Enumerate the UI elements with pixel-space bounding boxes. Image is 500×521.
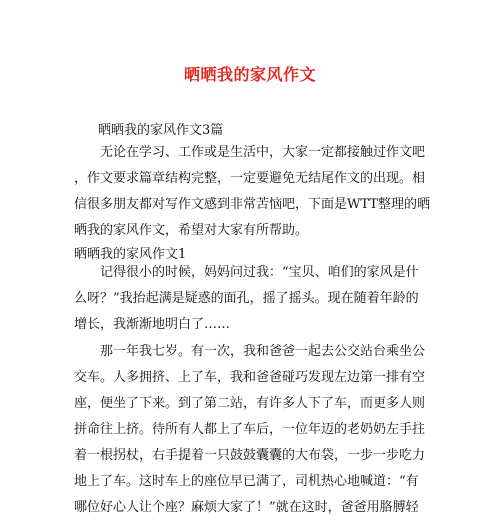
paragraph-line: 地上了车。这时车上的座位早已满了，司机热心地喊道：“有	[74, 474, 419, 489]
intro-line: 无论在学习、工作或是生活中，大家一定都接触过作文吧	[100, 145, 426, 160]
intro-line: 信很多朋友都对写作文感到非常苦恼吧，下面是WTT整理的晒	[74, 197, 430, 212]
paragraph-line: 交车。人多拥挤、上了车，我和爸爸碰巧发现左边第一排有空	[74, 370, 426, 385]
paragraph-1	[74, 260, 434, 338]
paragraph-line: 增长，我渐渐地明白了……	[74, 317, 231, 332]
document-subtitle: 晒晒我的家风作文3篇	[98, 123, 224, 138]
paragraph-line: 那一年我七岁。有一次，我和爸爸一起去公交站台乘坐公	[100, 344, 426, 359]
paragraph-line: 座，便坐了下来。到了第二站，有许多人下了车，而更多人则	[74, 396, 426, 411]
intro-line: 晒我的家风作文，希望对大家有所帮助。	[74, 223, 309, 238]
intro-paragraph	[74, 140, 434, 244]
paragraph-line: 拼命往上挤。待所有人都上了车后，一位年迈的老奶奶左手拄	[74, 422, 426, 437]
paragraph-line: 么呀？”我抬起满是疑惑的面孔，摇了摇头。现在随着年龄的	[74, 291, 419, 306]
paragraph-2	[74, 339, 434, 521]
paragraph-line: 着一根拐杖，右手提着一只鼓鼓囊囊的大布袋，一步一步吃力	[74, 448, 426, 463]
intro-line: ，作文要求篇章结构完整，一定要避免无结尾作文的出现。相	[74, 171, 426, 186]
paragraph-line: 记得很小的时候，妈妈问过我：“宝贝、咱们的家风是什	[100, 265, 419, 280]
document-title: 晒晒我的家风作文	[183, 65, 316, 84]
section-heading: 晒晒我的家风作文1	[74, 247, 187, 262]
paragraph-line: 哪位好心人让个座？麻烦大家了！”就在这时，爸爸用胳膊轻	[74, 500, 419, 515]
